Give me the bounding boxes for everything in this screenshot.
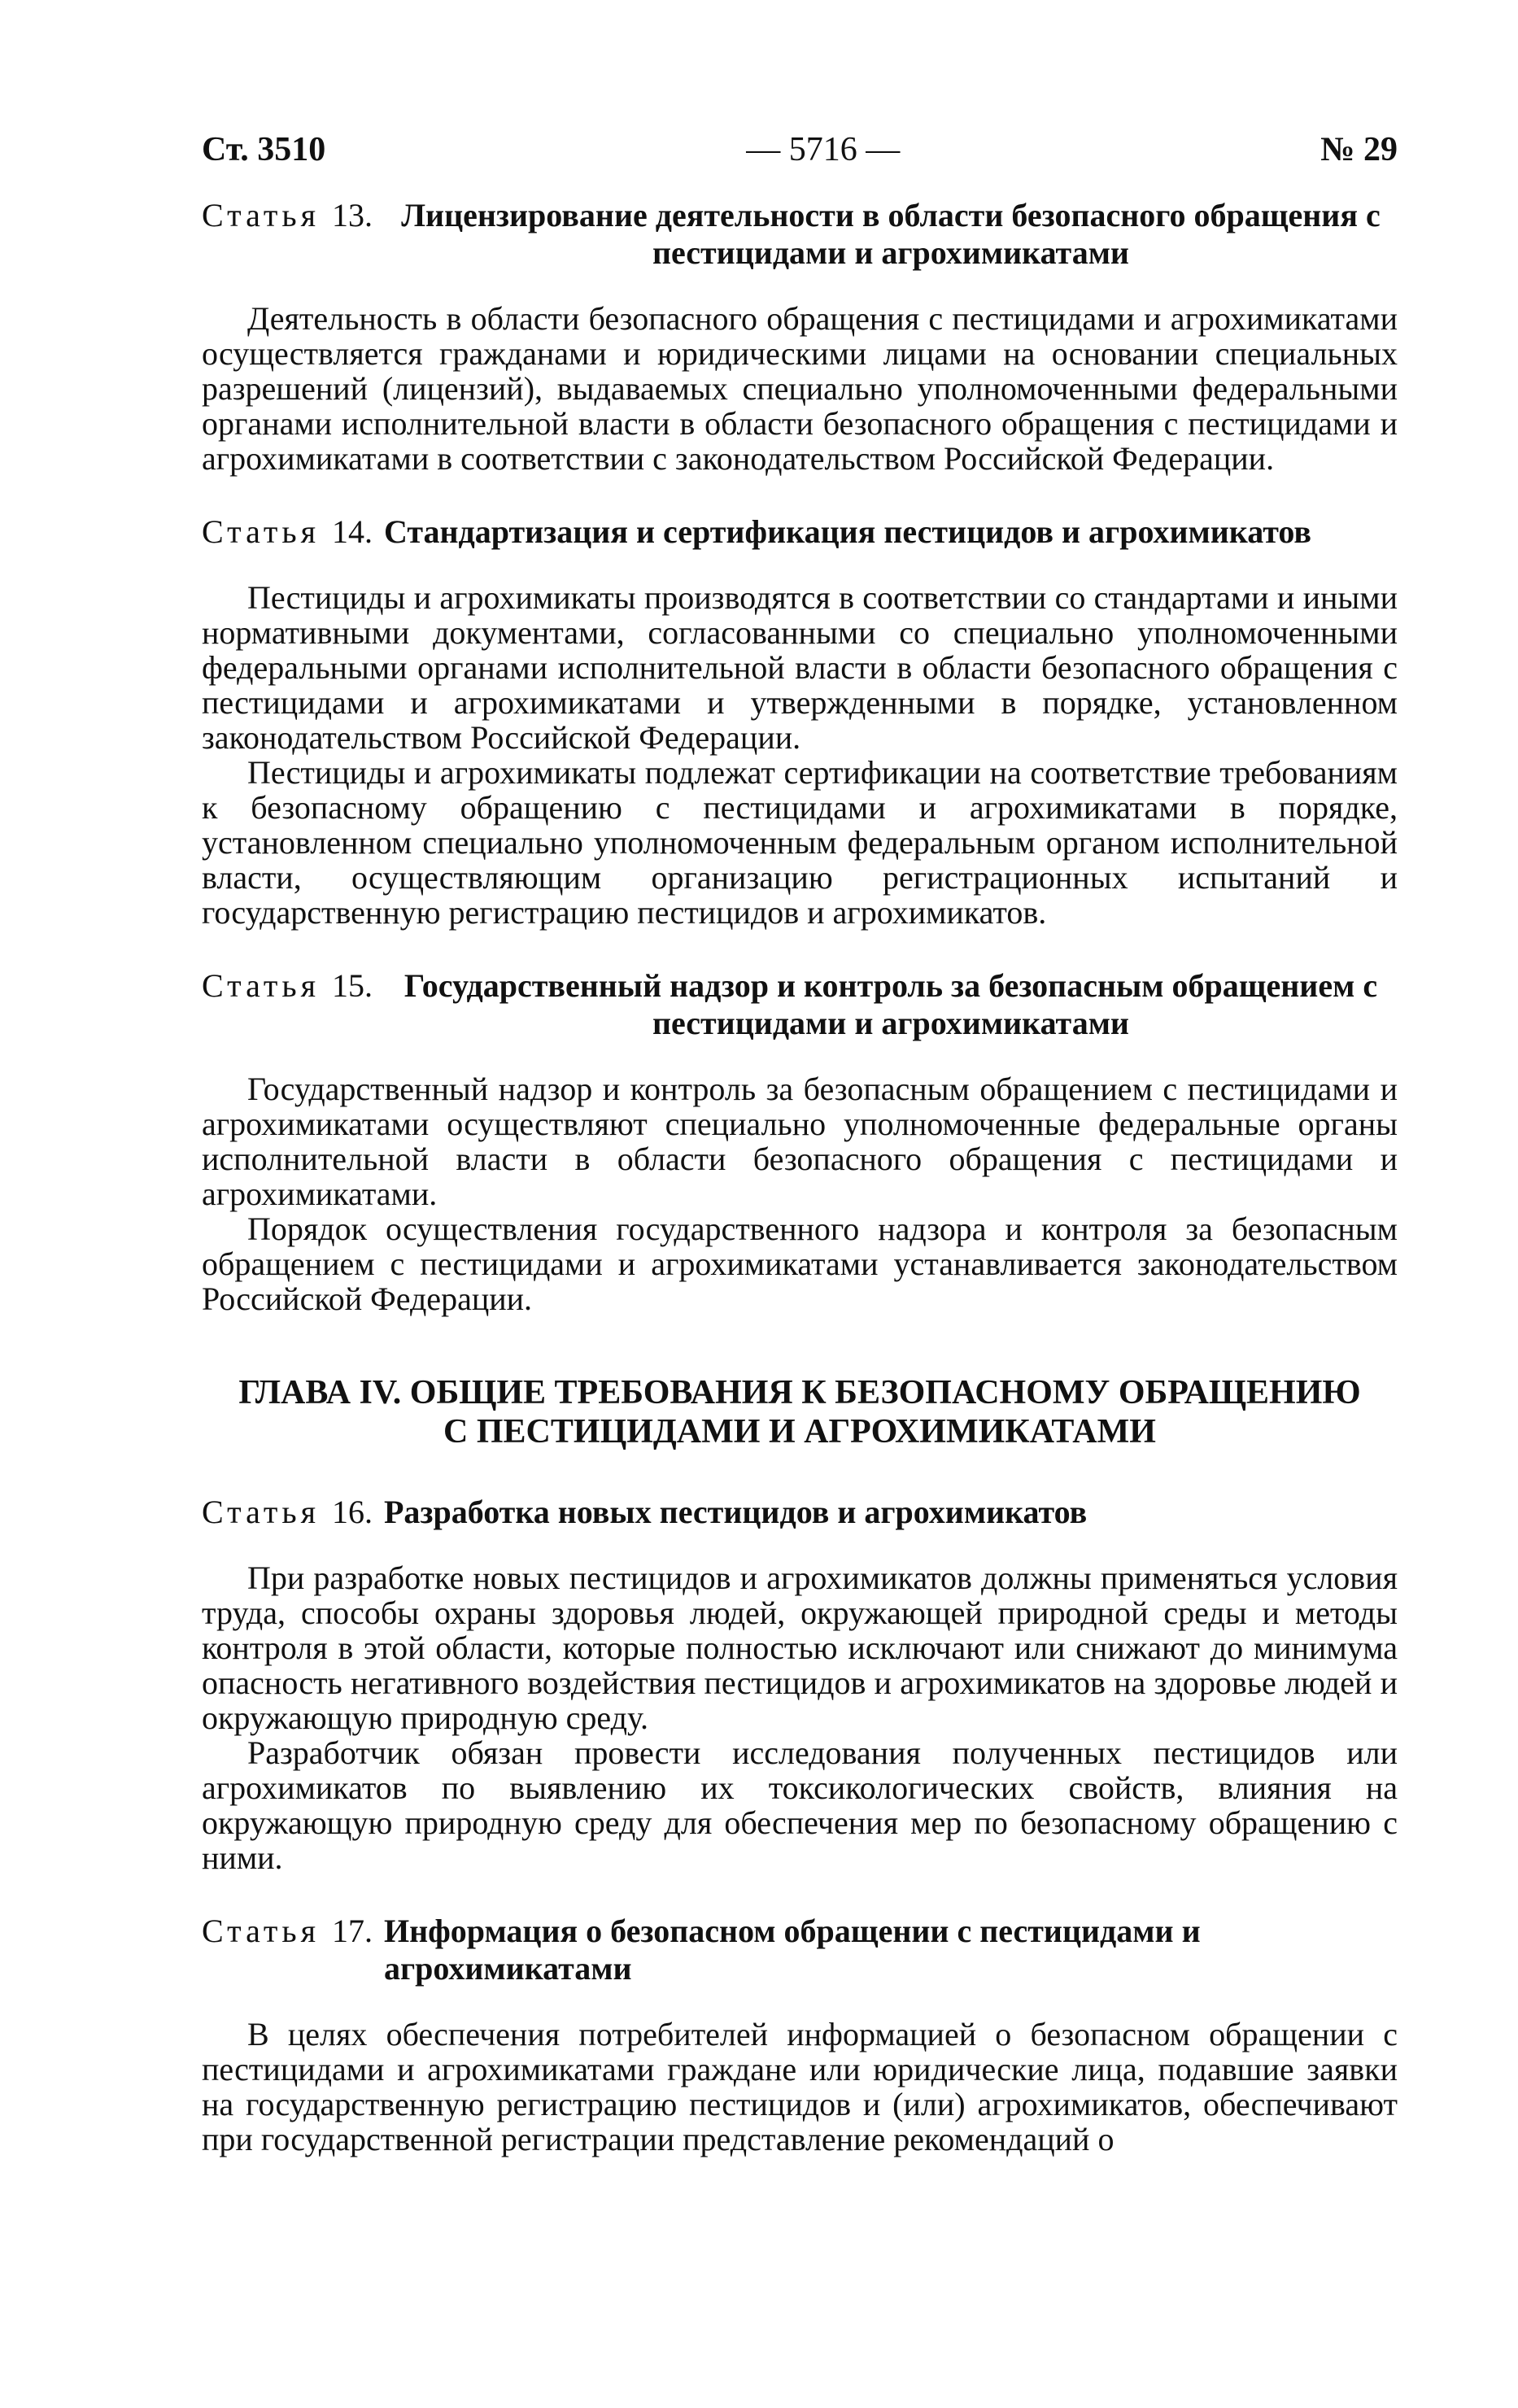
article-17 xyxy=(202,1913,1398,2157)
article-paragraph: В целях обеспечения потребителей информацией о безопасном обращении с пестицидами и агрохимикатами граждане или юридические лица, подавшие заявки на государственную регистрацию пестицидов и (или) агрохимикатов, обеспечивают при государственной регистрации представление рекомендаций о xyxy=(202,2016,1398,2157)
article-label: Статья 13. xyxy=(202,197,373,233)
article-paragraph: Разработчик обязан провести исследования полученных пестицидов или агрохимикатов по выявлению их токсикологических свойств, влияния на окружающую природную среду для обеспечения мер по безопасному обращению с ними. xyxy=(202,1734,1398,1876)
header-page-number: — 5716 — xyxy=(746,131,901,168)
article-15 xyxy=(202,967,1398,1316)
article-title: Информация о безопасном обращении с пестицидами и агрохимикатами xyxy=(383,1913,1201,1987)
article-paragraph: Государственный надзор и контроль за безопасным обращением с пестицидами и агрохимикатами осуществляют специально уполномоченные федеральные органы исполнительной власти в области безопасного обращения с пестицидами и агрохимикатами. xyxy=(202,1071,1398,1212)
article-label: Статья 16. xyxy=(202,1494,373,1530)
article-paragraph: Деятельность в области безопасного обращения с пестицидами и агрохимикатами осуществляется гражданами и юридическими лицами на основании специальных разрешений (лицензий), выдаваемых специально уполномоченными федеральными органами исполнительной власти в области безопасного обращения с пестицидами и агрохимикатами в соответствии с законодательством Российской Федерации. xyxy=(202,300,1398,477)
article-paragraph: При разработке новых пестицидов и агрохимикатов должны применяться условия труда, способы охраны здоровья людей, окружающей природной среды и методы контроля в этой области, которые полностью исключают или снижают до минимума опасность негативного воздействия пестицидов и агрохимикатов на здоровье людей и окружающую природную среду. xyxy=(202,1560,1398,1736)
article-title: Разработка новых пестицидов и агрохимикатов xyxy=(383,1494,1088,1530)
article-label: Статья 14. xyxy=(202,513,373,550)
article-heading xyxy=(202,967,1398,1042)
article-heading xyxy=(202,513,1398,551)
chapter-heading-line1: ГЛАВА IV. ОБЩИЕ ТРЕБОВАНИЯ К БЕЗОПАСНОМУ ОБРАЩЕНИЮ xyxy=(238,1374,1361,1411)
page-header xyxy=(202,130,1398,169)
article-title: Государственный надзор и контроль за безопасным обращением с пестицидами и агрохимикатами xyxy=(403,967,1378,1041)
article-heading xyxy=(202,1494,1398,1531)
article-16 xyxy=(202,1494,1398,1875)
chapter-heading xyxy=(202,1373,1398,1451)
header-left: Ст. 3510 xyxy=(202,131,326,168)
document-page xyxy=(202,130,1398,2194)
article-title: Лицензирование деятельности в области безопасного обращения с пестицидами и агрохимикатами xyxy=(401,197,1381,271)
article-paragraph: Пестициды и агрохимикаты производятся в соответствии со стандартами и иными нормативными документами, согласованными со специально уполномоченными федеральными органами исполнительной власти в области безопасного обращения с пестицидами и агрохимикатами и утвержденными в порядке, установленном законодательством Российской Федерации. xyxy=(202,579,1398,756)
article-label: Статья 17. xyxy=(202,1913,373,1949)
article-heading xyxy=(202,197,1398,272)
article-paragraph: Порядок осуществления государственного надзора и контроля за безопасным обращением с пестицидами и агрохимикатами устанавливается законодательством Российской Федерации. xyxy=(202,1211,1398,1317)
article-heading xyxy=(202,1913,1398,1987)
article-title: Стандартизация и сертификация пестицидов и агрохимикатов xyxy=(383,513,1311,550)
article-paragraph: Пестициды и агрохимикаты подлежат сертификации на соответствие требованиям к безопасному обращению с пестицидами и агрохимикатами в порядке, установленном специально уполномоченным федеральным органом исполнительной власти, осуществляющим организацию регистрационных испытаний и государственную регистрацию пестицидов и агрохимикатов. xyxy=(202,754,1398,931)
article-14 xyxy=(202,513,1398,930)
chapter-heading-line2: С ПЕСТИЦИДАМИ И АГРОХИМИКАТАМИ xyxy=(443,1413,1156,1450)
article-13 xyxy=(202,197,1398,476)
header-right: № 29 xyxy=(1320,131,1398,168)
article-label: Статья 15. xyxy=(202,967,373,1004)
